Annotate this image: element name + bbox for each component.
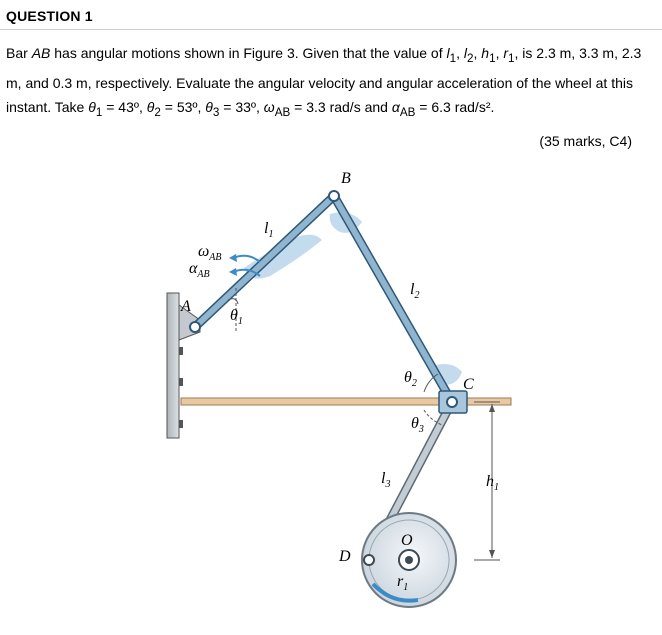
label-theta1: $\theta_1$ [230, 307, 243, 327]
marks-label: (35 marks, C4) [539, 133, 632, 149]
label-theta2: $\theta_2$ [404, 369, 417, 389]
wheel [362, 513, 456, 607]
problem-statement: Bar AB has angular motions shown in Figure 3. Given that the value of $l_1$, $l_2$, $h_1$, $r_1$, is 2.3 m, 3.3 m, 2.3 m, and 0.3 m, respectively. Evaluate the angular velocity and angular acceleration of the wheel at this instant. Take $\theta_1$ = 43º, $\theta_2$ = 53º, $\theta_3$ = 33º, $\omega_{AB} = 3.3$ rad/s and $\alpha_{AB} = 6.3$ rad/s². [6, 45, 642, 119]
label-l2: $l_2$ [410, 281, 420, 301]
label-A: A [181, 298, 191, 315]
label-D: D [339, 548, 351, 565]
bar-BC [334, 196, 452, 402]
label-h1: $h_1$ [486, 473, 499, 493]
label-B: B [341, 170, 351, 187]
pins [190, 191, 457, 565]
label-C: C [463, 376, 474, 393]
label-l3: $l_3$ [381, 470, 391, 490]
label-alpha-AB: $\alpha_{AB}$ [189, 260, 210, 280]
label-r1: $r_1$ [397, 573, 409, 593]
label-O: O [401, 532, 413, 549]
label-theta3: $\theta_3$ [411, 415, 424, 435]
question-heading: QUESTION 1 [6, 8, 93, 24]
label-omega-AB: $\omega_{AB}$ [198, 243, 222, 263]
label-l1: $l_1$ [264, 220, 274, 240]
